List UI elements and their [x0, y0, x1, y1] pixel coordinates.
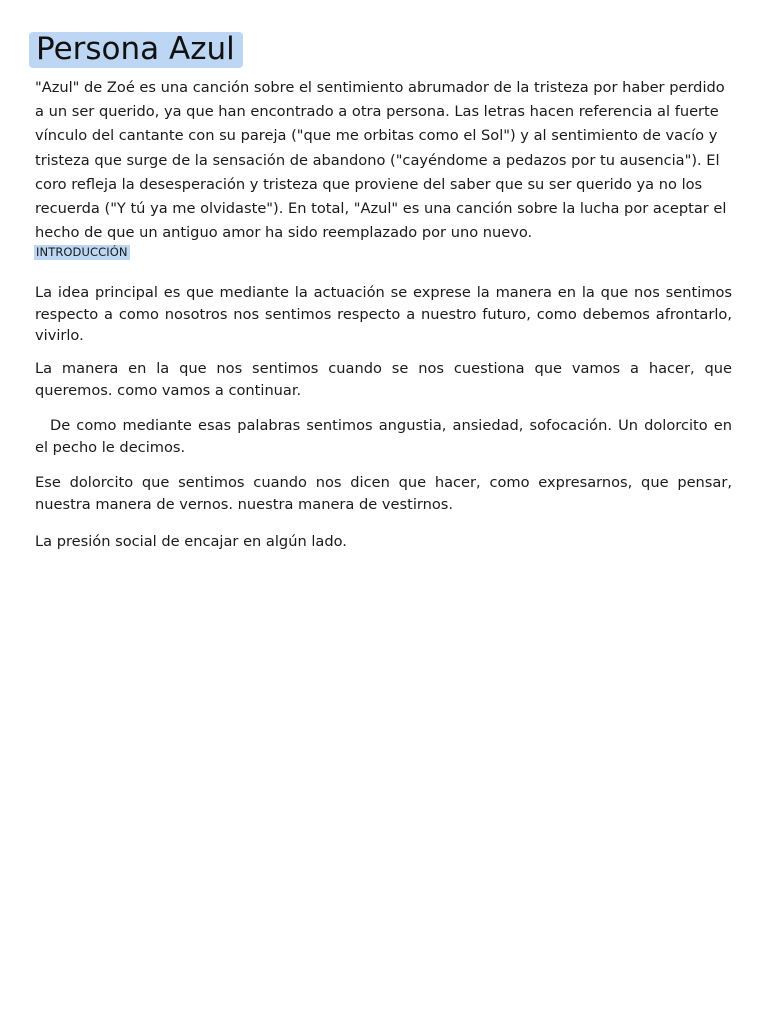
body-paragraph: Ese dolorcito que sentimos cuando nos dicen que hacer, como expresarnos, que pensar, nuestra manera de vernos. nuestra manera de vestirnos. — [35, 474, 732, 513]
song-summary-paragraph: "Azul" de Zoé es una canción sobre el sentimiento abrumador de la tristeza por haber perdido a un ser querido, ya que han encontrado a otra persona. Las letras hacen referencia al fuerte vínculo del cantante con su pareja ("que me orbitas como el Sol") y al sentimiento de vacío y tristeza que surge de la sensación de abandono ("cayéndome a pedazos por tu ausencia"). El coro refleja la desesperación y tristeza que proviene del saber que su ser querido ya no los recuerda ("Y tú ya me olvidaste"). En total, "Azul" es una canción sobre la lucha por aceptar el hecho de que un antiguo amor ha sido reemplazado por uno nuevo. — [35, 79, 727, 242]
section-label-introduccion: INTRODUCCIÓN — [36, 245, 128, 259]
page-title: Persona Azul — [29, 32, 243, 68]
body-paragraph: La manera en la que nos sentimos cuando se nos cuestiona que vamos a hacer, que queremos. como vamos a continuar. — [35, 360, 732, 399]
body-paragraph: La presión social de encajar en algún lado. — [35, 533, 347, 550]
body-paragraph: La idea principal es que mediante la actuación se exprese la manera en la que nos sentimos respecto a como nosotros nos sentimos respecto a nuestro futuro, como debemos afrontarlo, vivirlo. — [35, 284, 732, 344]
body-paragraph: De como mediante esas palabras sentimos angustia, ansiedad, sofocación. Un dolorcito en el pecho le decimos. — [35, 417, 732, 456]
